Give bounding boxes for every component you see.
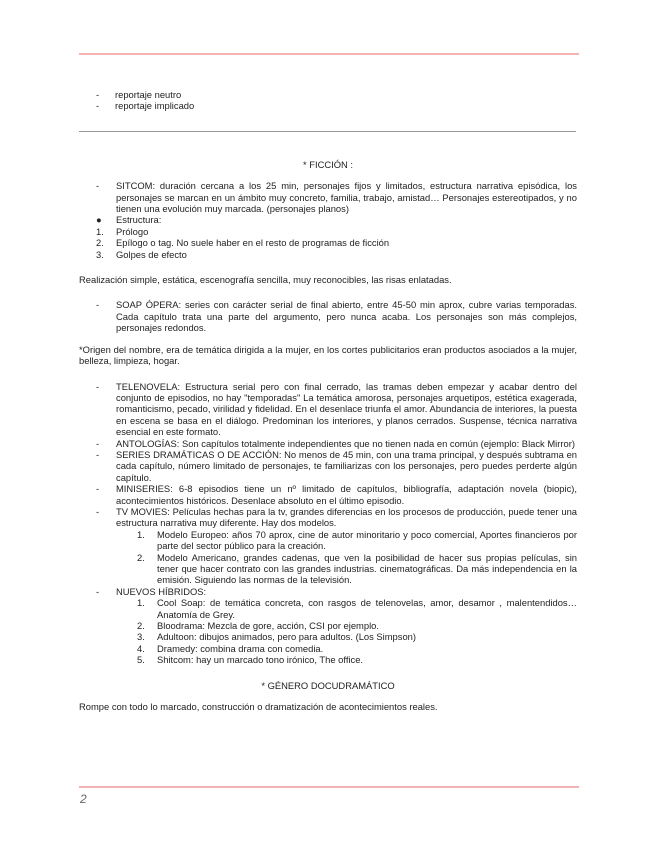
telenovela-text: TELENOVELA: Estructura serial pero con final cerrado, las tramas deben empezar y acabar dentro del conjunto de episodios, no hay "temporadas" La temática amorosa, personajes arquetipos, estética exagerada, romanticismo, pecado, virilidad y fidelidad. En el desenlace triunfa el amor. Abundancia de interiores, la puesta en escena se basa en el diálogo. Predominan los interiores, y planos cerrados. Suspense, técnica narrativa esencial en este formato.: [116, 380, 577, 438]
list-item-text: reportaje implicado: [115, 100, 195, 112]
bullet-icon: ●: [96, 214, 102, 226]
numbered-item: [79, 620, 577, 631]
miniseries-text: MINISERIES: 6-8 episodios tiene un nº limitado de capítulos, bibliografía, adaptación novela (biopic), acontecimientos históricos. Desenlace absoluto en el último episodio.: [116, 483, 577, 506]
realizacion-paragraph: Realización simple, estática, escenografía sencilla, muy reconocibles, las risas enlatadas.: [79, 274, 452, 286]
numbered-item-text: Modelo Americano, grandes cadenas, que ven la posibilidad de hacer sus propias películas, sin tener que hacer contrato con las grandes industrias. cinematográficas. Da más independencia en la emisión. Siguiendo las normas de la televisión.: [157, 551, 577, 586]
page-content: [79, 89, 577, 712]
section-heading-ficcion: * FICCIÓN :: [302, 158, 353, 170]
numbered-item-text: Prólogo: [116, 225, 149, 237]
sitcom-text: SITCOM: duración cercana a los 25 min, personajes fijos y limitados, estructura narrativa episódica, los personajes se marcan en un ámbito muy concreto, familia, trabajo, amistad… Personajes estereotipados, y no tienen una evolución muy marcada. (personajes planos): [116, 180, 577, 215]
numbered-item-text: Epílogo o tag. No suele haber en el resto de programas de ficción: [116, 237, 390, 249]
list-item-estructura: [79, 214, 577, 225]
list-item-tv-movies: [79, 506, 577, 529]
small-dash-marker: -: [96, 180, 100, 192]
list-item-nuevos-hibridos: [79, 586, 577, 597]
antologias-text: ANTOLOGÍAS: Son capítulos totalmente independientes que no tienen nada en común (ejemplo: Black Mirror): [116, 437, 575, 449]
small-dash-marker: -: [96, 299, 100, 311]
dash-marker: -: [96, 585, 100, 597]
numbered-item: [79, 654, 577, 665]
small-dash-marker: -: [96, 380, 100, 392]
nuevos-hibridos-label: NUEVOS HÍBRIDOS:: [116, 585, 207, 597]
docudramatico-paragraph: Rompe con todo lo marcado, construcción o dramatización de acontecimientos reales.: [79, 701, 438, 713]
series-accion-text: SERIES DRAMÁTICAS O DE ACCIÓN: No menos de 45 min, con una trama principal, y después subtrama en cada capítulo, número limitado de personajes, te familiarizas con los personajes, pero puedes perderte algún capítulo.: [116, 448, 577, 483]
numbered-item-text: Bloodrama: Mezcla de gore, acción, CSI por ejemplo.: [157, 620, 379, 632]
list-item-series-accion: [79, 449, 577, 483]
number-marker: 1.: [96, 225, 104, 237]
number-marker: 3.: [137, 631, 145, 643]
dash-marker: -: [96, 100, 100, 112]
list-item-antologias: [79, 438, 577, 449]
numbered-item: [79, 643, 577, 654]
list-item-soap: [79, 299, 577, 333]
list-item: [79, 89, 577, 100]
numbered-item: [79, 631, 577, 642]
soap-text: SOAP ÓPERA: series con carácter serial de final abierto, entre 45-50 min aprox, cubre varias temporadas. Cada capítulo trata una parte del argumento, pero nunca acaba. Los personajes son más complejos, personajes redondos.: [116, 299, 577, 334]
section-divider: [79, 131, 576, 132]
page-number: 2: [80, 792, 87, 806]
numbered-item: [79, 552, 577, 586]
number-marker: 1.: [137, 528, 145, 540]
numbered-item: [79, 237, 577, 248]
numbered-item: [79, 529, 577, 552]
list-item-sitcom: [79, 180, 577, 214]
numbered-item-text: Modelo Europeo: años 70 aprox, cine de autor minoritario y poco comercial, Aportes financieros por parte del sector público para la creación.: [157, 528, 577, 552]
numbered-item-text: Adultoon: dibujos animados, pero para adultos. (Los Simpson): [157, 631, 417, 643]
list-item: [79, 100, 577, 111]
number-marker: 3.: [96, 248, 104, 260]
numbered-item-text: Cool Soap: de temática concreta, con rasgos de telenovelas, amor, desamor , malentendidos… Anatomía de Grey.: [157, 597, 577, 620]
list-item-miniseries: [79, 483, 577, 506]
number-marker: 5.: [137, 654, 145, 666]
list-item-telenovela: [79, 381, 577, 438]
small-dash-marker: -: [96, 448, 100, 460]
list-item-text: reportaje neutro: [115, 89, 182, 100]
numbered-item-text: Golpes de efecto: [116, 248, 187, 260]
small-dash-marker: -: [96, 483, 100, 495]
header-rule: [79, 53, 579, 55]
numbered-item: [79, 597, 577, 620]
number-marker: 2.: [96, 237, 104, 249]
small-dash-marker: -: [96, 437, 100, 449]
dash-marker: -: [96, 89, 100, 100]
number-marker: 2.: [137, 551, 145, 563]
origen-paragraph: *Origen del nombre, era de temática dirigida a la mujer, en los cortes publicitarios eran productos asociados a la mujer, belleza, limpieza, hogar.: [79, 343, 577, 367]
number-marker: 2.: [137, 620, 145, 632]
numbered-item-text: Dramedy: combina drama con comedia.: [157, 642, 324, 654]
section-heading-docudramatico: * GÉNERO DOCUDRAMÁTICO: [261, 679, 395, 691]
estructura-label: Estructura:: [116, 214, 162, 226]
number-marker: 4.: [137, 642, 145, 654]
number-marker: 1.: [137, 597, 145, 609]
numbered-item-text: Shitcom: hay un marcado tono irónico, The office.: [157, 654, 364, 666]
tv-movies-text: TV MOVIES: Películas hechas para la tv, grandes diferencias en los procesos de producción, puede tener una estructura narrativa muy diferente. Hay dos modelos.: [116, 505, 577, 529]
small-dash-marker: -: [96, 505, 100, 517]
numbered-item: [79, 249, 577, 260]
footer-rule: [79, 786, 579, 788]
numbered-item: [79, 226, 577, 237]
